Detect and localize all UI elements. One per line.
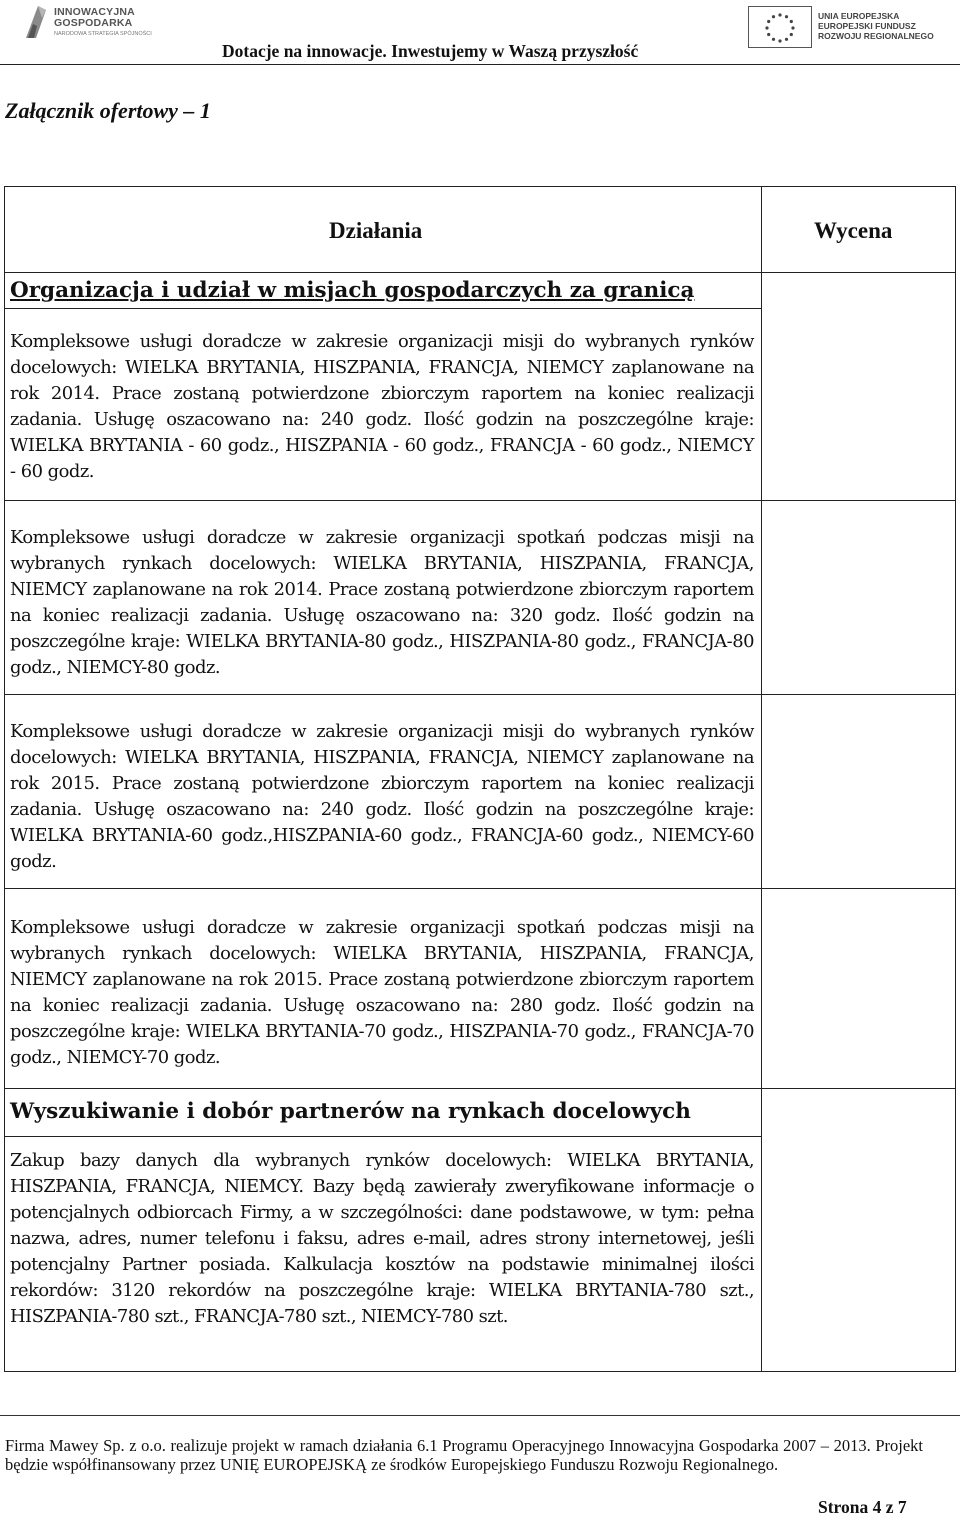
ig-logo-icon bbox=[24, 4, 48, 40]
table-row-text: Kompleksowe usługi doradcze w zakresie organizacji misji do wybranych rynków docelowych: WIELKA BRYTANIA, HISZPANIA, FRANCJA, NIEMCY zaplanowane na rok 2015. Prace zostaną potwierdzone zbiorczym raportem na koniec realizacji zadania. Usługę oszacowano na: 240 godz. Ilość godzin na poszczególne kraje: WIELKA BRYTANIA-60 godz.,HISZPANIA-60 godz., FRANCJA-60 godz., NIEMCY-60 godz. bbox=[10, 721, 754, 872]
table-row-text: Kompleksowe usługi doradcze w zakresie organizacji spotkań podczas misji na wybranych rynkach docelowych: WIELKA BRYTANIA, HISZPANIA, FRANCJA, NIEMCY zaplanowane na rok 2015. Prace zostaną potwierdzone zbiorczym raportem na koniec realizacji zadania. Usługę oszacowano na: 280 godz. Ilość godzin na poszczególne kraje: WIELKA BRYTANIA-70 godz., HISZPANIA-70 godz., FRANCJA-70 godz., NIEMCY-70 godz. bbox=[10, 917, 754, 1068]
section2-heading-divider bbox=[4, 1136, 761, 1137]
innowacyjna-gospodarka-logo bbox=[24, 4, 152, 42]
row-divider-1 bbox=[4, 500, 956, 501]
table-row-text: Kompleksowe usługi doradcze w zakresie organizacji misji do wybranych rynków docelowych: WIELKA BRYTANIA, HISZPANIA, FRANCJA, NIEMCY zaplanowane na rok 2014. Prace zostaną potwierdzone zbiorczym raportem na koniec realizacji zadania. Usługę oszacowano na: 240 godz. Ilość godzin na poszczególne kraje: WIELKA BRYTANIA - 60 godz., HISZPANIA - 60 godz., FRANCJA - 60 godz., NIEMCY - 60 godz. bbox=[10, 331, 754, 482]
column-header-actions: Działania bbox=[329, 218, 423, 243]
document-title: Załącznik ofertowy – 1 bbox=[5, 98, 211, 123]
header-divider bbox=[0, 64, 960, 65]
logo-text-line1: INNOWACYJNA bbox=[54, 6, 135, 18]
table-row-text: Kompleksowe usługi doradcze w zakresie organizacji spotkań podczas misji na wybranych rynkach docelowych: WIELKA BRYTANIA, HISZPANIA, FRANCJA, NIEMCY zaplanowane na rok 2014. Prace zostaną potwierdzone zbiorczym raportem na koniec realizacji zadania. Usługę oszacowano na: 320 godz. Ilość godzin na poszczególne kraje: WIELKA BRYTANIA-80 godz., HISZPANIA-80 godz., FRANCJA-80 godz., NIEMCY-80 godz. bbox=[10, 527, 754, 678]
eu-text-line3: ROZWOJU REGIONALNEGO bbox=[818, 31, 934, 41]
logo-text-line2: GOSPODARKA bbox=[54, 17, 133, 29]
table-column-divider bbox=[761, 186, 762, 1372]
table-row-text: Zakup bazy danych dla wybranych rynków docelowych: WIELKA BRYTANIA, HISZPANIA, FRANCJA, NIEMCY. Bazy będą zawierały zweryfikowane informacje o potencjalnych odbiorcach Firmy, a w szczególności: dane podstawowe, w tym: pełna nazwa, adres, numer telefonu i faksu, adres e-mail, adres strony internetowej, jeśli potencjalny Partner posiada. Kalkulacja kosztów na podstawie minimalnej ilości rekordów: 3120 rekordów na poszczególne kraje: WIELKA BRYTANIA-780 szt., HISZPANIA-780 szt., FRANCJA-780 szt., NIEMCY-780 szt. bbox=[10, 1150, 754, 1327]
footer-note: Firma Mawey Sp. z o.o. realizuje projekt w ramach działania 6.1 Programu Operacyjnego Innowacyjna Gospodarka 2007 – 2013. Projekt będzie współfinansowany przez UNIĘ EUROPEJSKĄ ze środków Europejskiego Funduszu Rozwoju Regionalnego. bbox=[5, 1436, 923, 1474]
row-divider-3 bbox=[4, 888, 956, 889]
row-divider-4 bbox=[4, 1088, 956, 1089]
footer-divider bbox=[0, 1415, 960, 1416]
section-heading: Organizacja i udział w misjach gospodarczych za granicą bbox=[10, 278, 695, 303]
eu-fund-label bbox=[818, 11, 934, 41]
header-tagline: Dotacje na innowacje. Inwestujemy w Waszą przyszłość bbox=[222, 41, 639, 61]
table-header-divider bbox=[4, 272, 956, 273]
column-header-price: Wycena bbox=[814, 218, 893, 243]
logo-text-line3: NARODOWA STRATEGIA SPÓJNOŚCI bbox=[54, 31, 152, 37]
section1-heading-divider bbox=[4, 308, 761, 309]
page-number: Strona 4 z 7 bbox=[818, 1497, 907, 1517]
eu-text-line2: EUROPEJSKI FUNDUSZ bbox=[818, 21, 916, 31]
eu-text-line1: UNIA EUROPEJSKA bbox=[818, 11, 900, 21]
eu-flag-icon bbox=[748, 6, 812, 48]
page-header bbox=[0, 0, 960, 62]
row-divider-2 bbox=[4, 694, 956, 695]
section-heading: Wyszukiwanie i dobór partnerów na rynkach docelowych bbox=[10, 1099, 691, 1124]
